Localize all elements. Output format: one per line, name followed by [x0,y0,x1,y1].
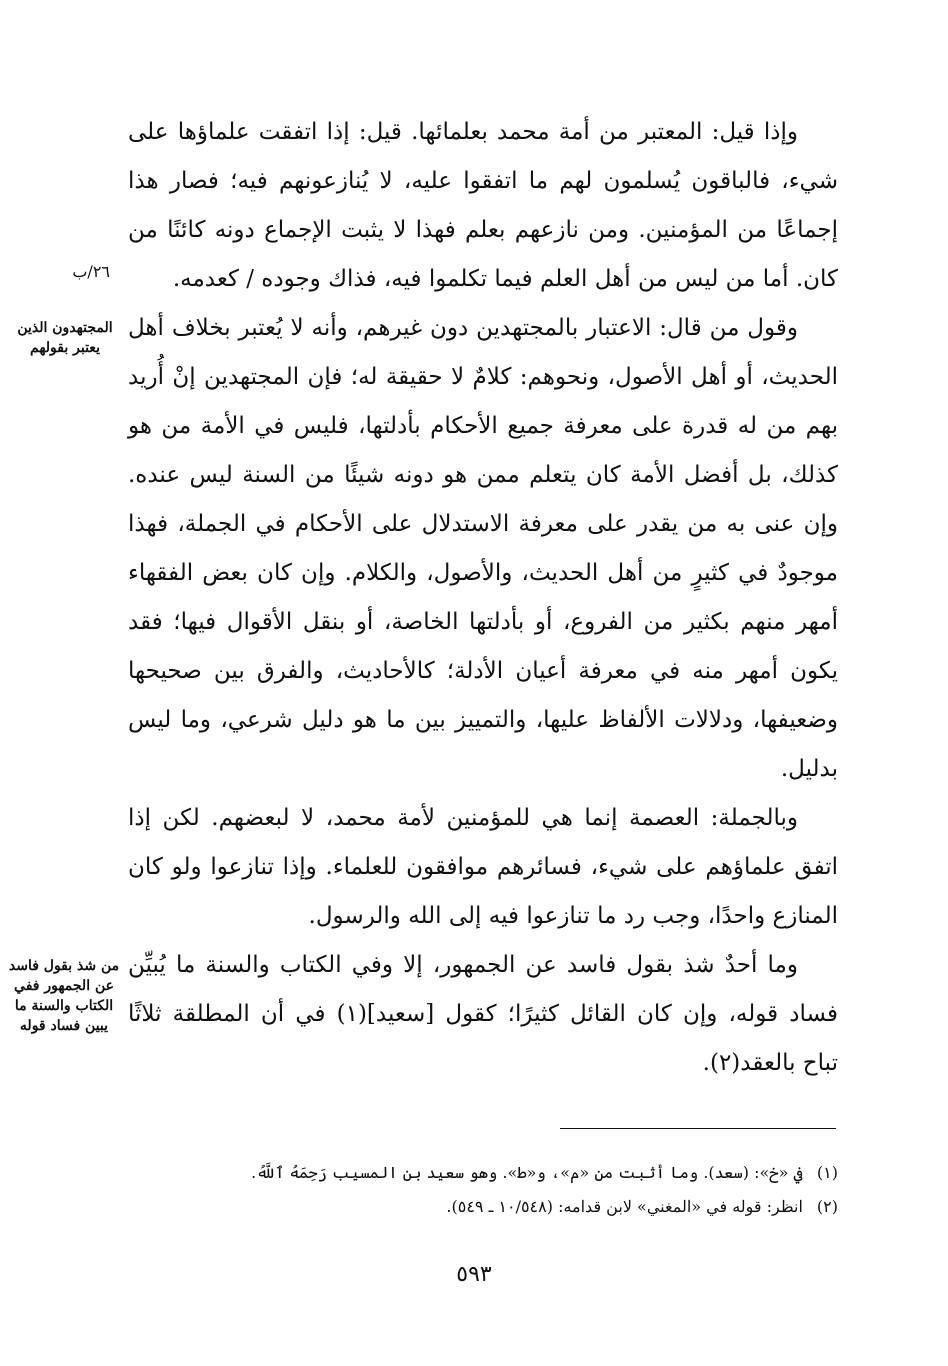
footnote-number: (٢) [816,1197,838,1216]
margin-note-shadh: من شذ بقول فاسد عن الجمهور ففي الكتاب والسنة ما يبين فساد قوله [8,958,120,1034]
main-text-block [128,108,838,1088]
paragraph-3: وبالجملة: العصمة إنما هي للمؤمنين لأمة محمد، لا لبعضهم. لكن إذا اتفق علماؤهم على شيء، فسائرهم موافقون للعلماء. وإذا تنازعوا ولو كان المنازع واحدًا، وجب رد ما تنازعوا فيه إلى الله والرسول. [128,805,838,929]
margin-leaf-reference: ٢٦/ب [72,262,110,281]
footnote-1 [150,1156,838,1190]
footnote-divider [560,1128,836,1129]
footnote-number: (١) [816,1163,838,1182]
footnotes [150,1156,838,1224]
paragraph-2: وقول من قال: الاعتبار بالمجتهدين دون غيرهم، وأنه لا يُعتبر بخلاف أهل الحديث، أو أهل الأصول، ونحوهم: كلامٌ لا حقيقة له؛ فإن المجتهدين إنْ أُريد بهم من له قدرة على معرفة جميع الأحكام بأدلتها، فليس في الأمة من هو كذلك، بل أفضل الأمة كان يتعلم ممن هو دونه شيئًا من السنة ليس عنده. وإن عنى به من يقدر على معرفة الاستدلال على الأحكام في الجملة، فهذا موجودٌ في كثيرٍ من أهل الحديث، والأصول، والكلام. وإن كان بعض الفقهاء أمهر منهم بكثير من الفروع، أو بأدلتها الخاصة، أو بنقل الأقوال فيها؛ فقد يكون أمهر منه في معرفة أعيان الأدلة؛ كالأحاديث، والفرق بين صحيحها وضعيفها، ودلالات الألفاظ عليها، والتمييز بين ما هو دليل شرعي، وما ليس بدليل. [128,315,838,782]
page-number: ٥٩٣ [456,1262,492,1287]
paragraph-4: وما أحدٌ شذ بقول فاسد عن الجمهور، إلا وفي الكتاب والسنة ما يُبيِّن فساد قوله، وإن كان القائل كثيرًا؛ كقول [سعيد](١) في أن المطلقة ثلاثًا تباح بالعقد(٢). [128,952,839,1076]
footnote-text: في «خ»: (سعد). وما أثبت من «م»، و«ط». وهو سعيد بن المسيب رَحِمَهُ ٱللَّهُ. [251,1163,803,1182]
footnote-2 [150,1190,838,1224]
footnote-text: انظر: قوله في «المغني» لابن قدامه: (١٠/٥٤٨ ـ ٥٤٩). [446,1197,803,1216]
paragraph-1: وإذا قيل: المعتبر من أمة محمد بعلمائها. قيل: إذا اتفقت علماؤها على شيء، فالباقون يُسلمون لهم ما اتفقوا عليه، لا يُنازعونهم فيه؛ فصار هذا إجماعًا من المؤمنين. ومن نازعهم بعلم فهذا لا يثبت الإجماع دونه كائنًا من كان. أما من ليس من أهل العلم فيما تكلموا فيه، فذاك وجوده / كعدمه. [128,119,838,292]
margin-note-mujtahidun: المجتهدون الذين يعتبر بقولهم [17,320,113,356]
